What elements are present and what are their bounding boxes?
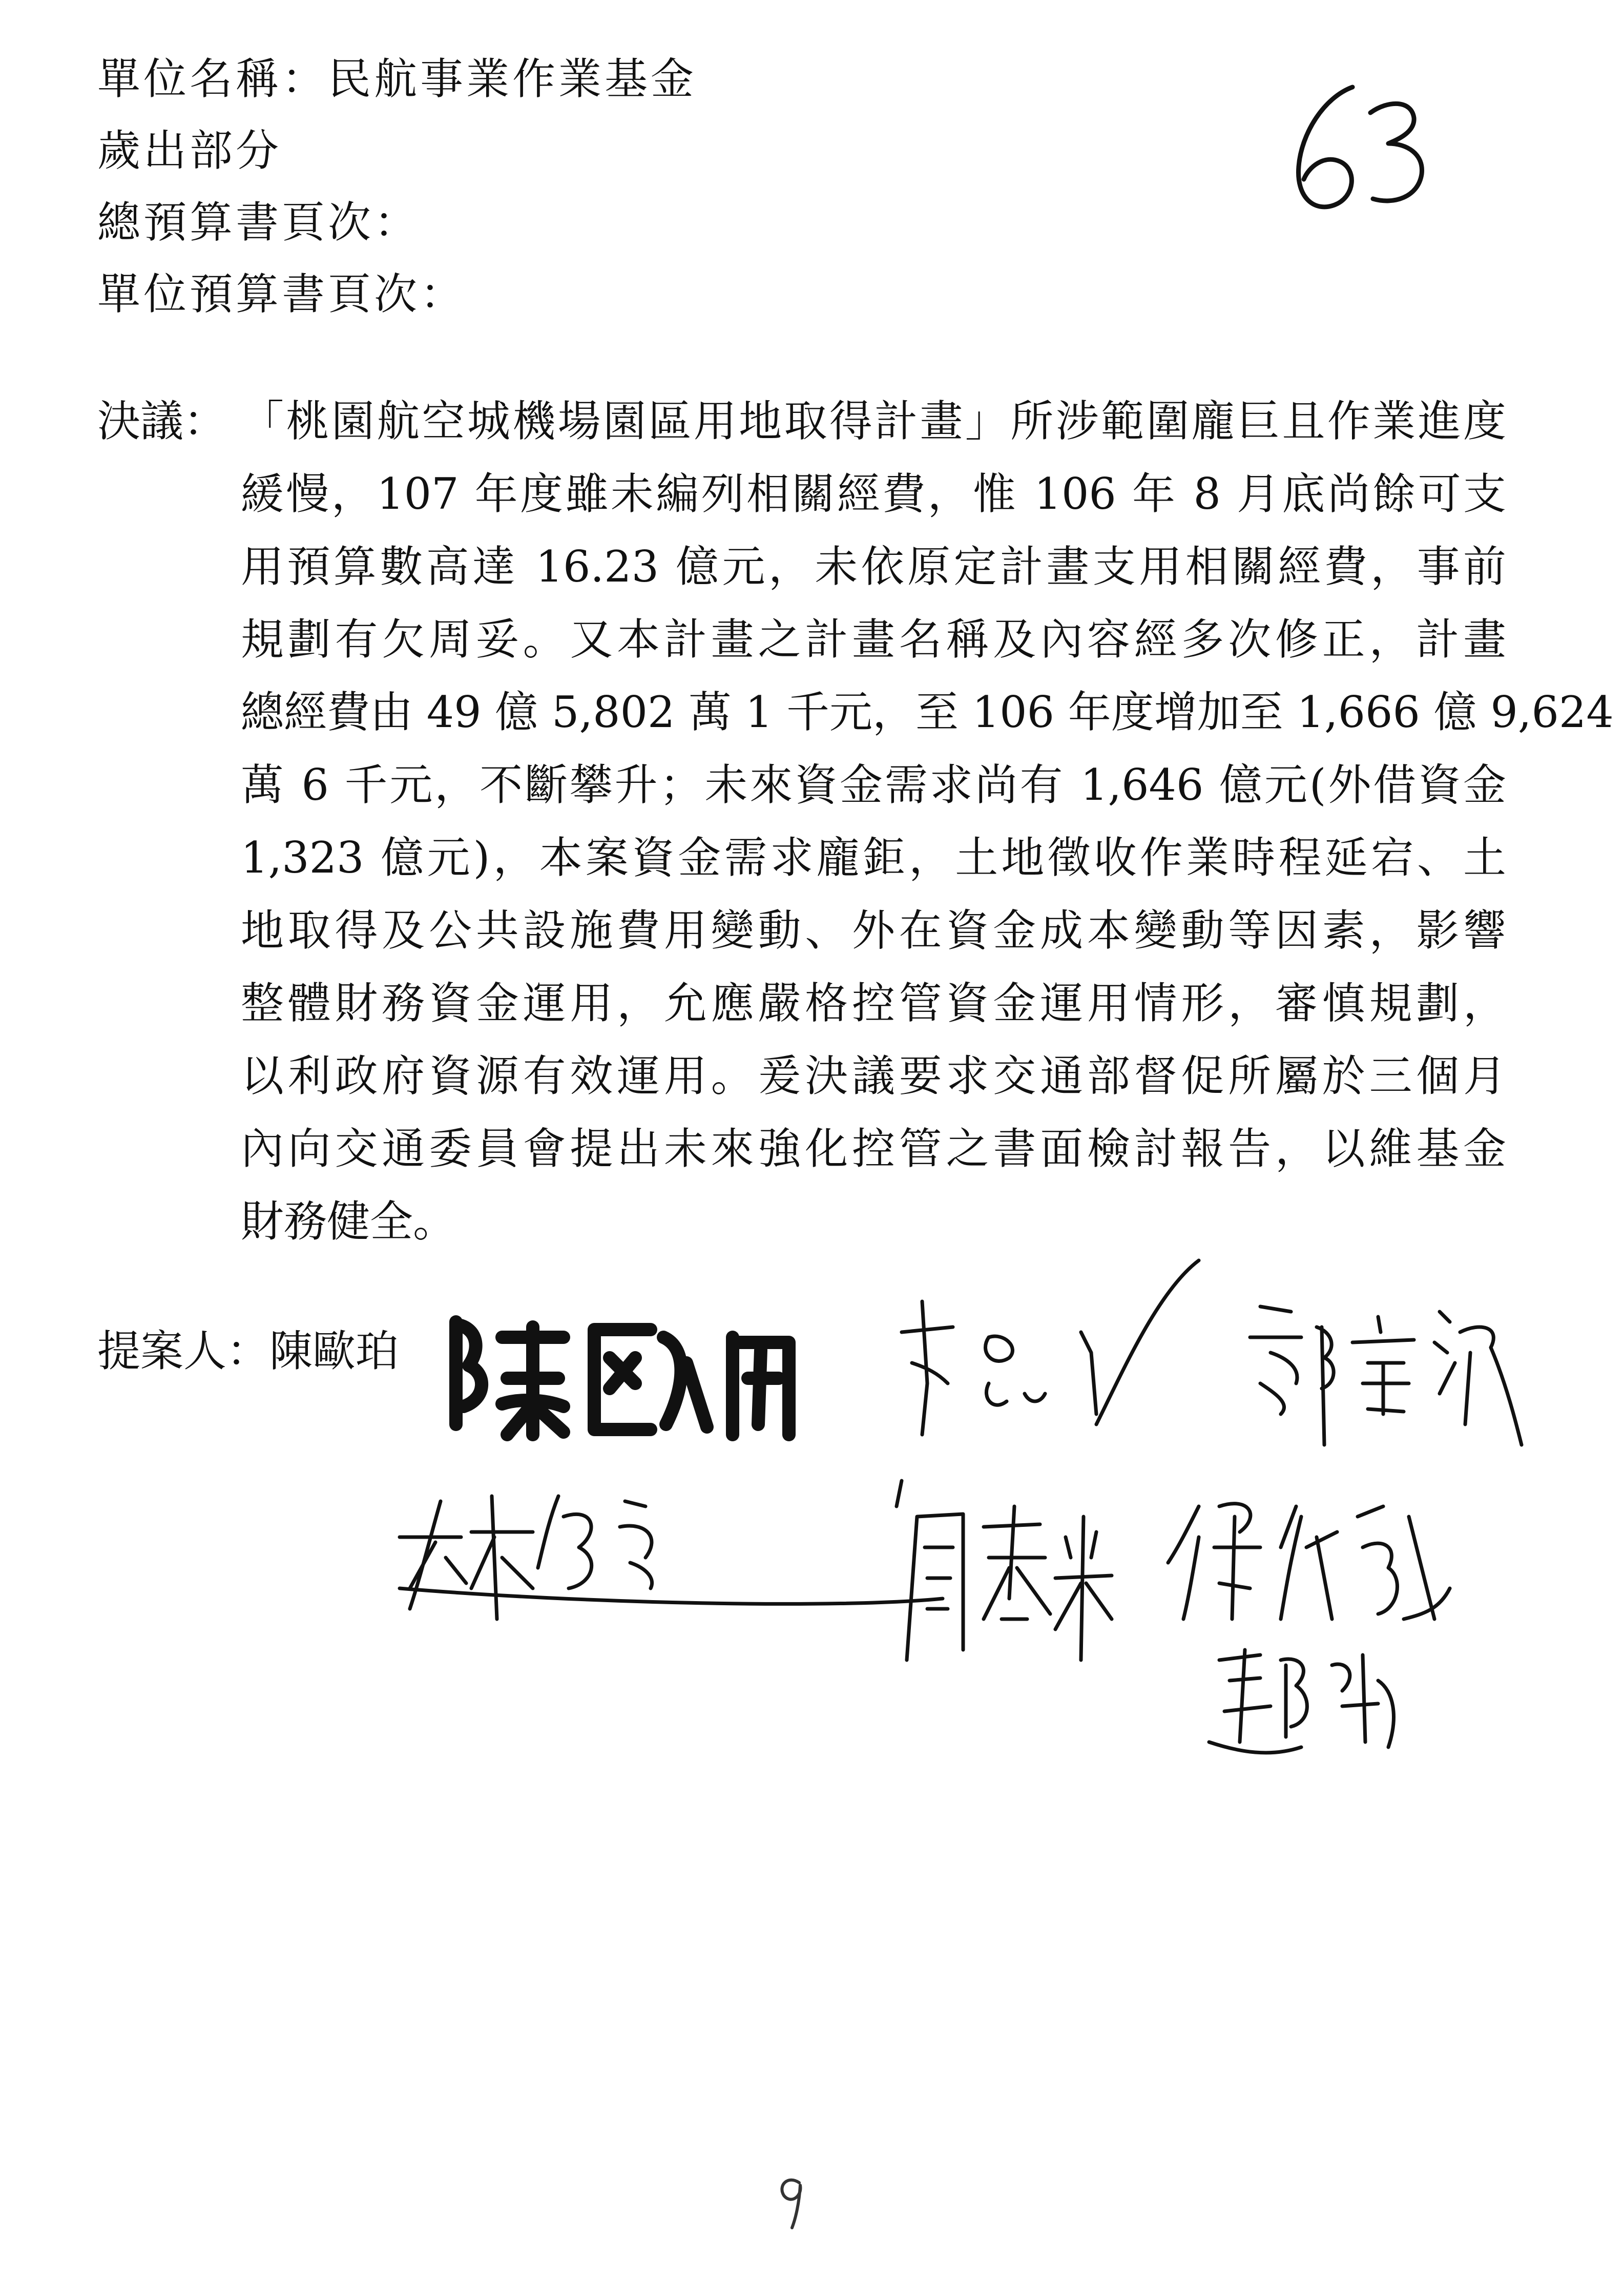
unit-name: 單位名稱：民航事業作業基金	[97, 54, 697, 104]
section-label: 歲出部分	[97, 126, 282, 176]
signature-2	[902, 1260, 1199, 1435]
resolution-line: 內向交通委員會提出未來強化控管之書面檢討報告，以維基金	[241, 1124, 1506, 1174]
resolution-line: 1,323 億元)，本案資金需求龐鉅，土地徵收作業時程延宕、土	[241, 833, 1506, 883]
resolution-line: 地取得及公共設施費用變動、外在資金成本變動等因素，影響	[241, 905, 1506, 956]
handwritten-page-number	[1276, 77, 1440, 220]
resolution-line: 緩慢，107 年度雖未編列相關經費，惟 106 年 8 月底尚餘可支	[241, 469, 1506, 519]
signature-3	[1250, 1307, 1522, 1445]
resolution-line: 萬 6 千元，不斷攀升；未來資金需求尚有 1,646 億元(外借資金	[241, 760, 1506, 810]
resolution-line: 以利政府資源有效運用。爰決議要求交通部督促所屬於三個月	[241, 1051, 1506, 1101]
resolution-line: 規劃有欠周妥。又本計畫之計畫名稱及內容經多次修正，計畫	[241, 614, 1506, 665]
general-budget-page: 總預算書頁次：	[97, 197, 421, 247]
resolution-label: 決議：	[97, 396, 227, 446]
signature-5	[897, 1481, 1112, 1660]
resolution-line: 整體財務資金運用，允應嚴格控管資金運用情形，審慎規劃，	[241, 978, 1506, 1028]
resolution-line: 財務健全。	[241, 1196, 456, 1247]
footer-page-number	[767, 2167, 819, 2234]
signature-7	[1209, 1650, 1393, 1753]
signature-4	[400, 1496, 943, 1619]
signature-block	[379, 1230, 1557, 1819]
resolution-line: 用預算數高達 16.23 億元，未依原定計畫支用相關經費，事前	[241, 542, 1506, 592]
signature-6	[1168, 1504, 1450, 1619]
proposer-label: 提案人：陳歐珀	[97, 1326, 399, 1376]
signature-1	[456, 1322, 789, 1435]
resolution-line: 「桃園航空城機場園區用地取得計畫」所涉範圍龐巨且作業進度	[241, 396, 1506, 446]
unit-budget-page: 單位預算書頁次：	[97, 269, 467, 319]
resolution-line: 總經費由 49 億 5,802 萬 1 千元，至 106 年度增加至 1,666 億 9,624	[241, 687, 1614, 737]
